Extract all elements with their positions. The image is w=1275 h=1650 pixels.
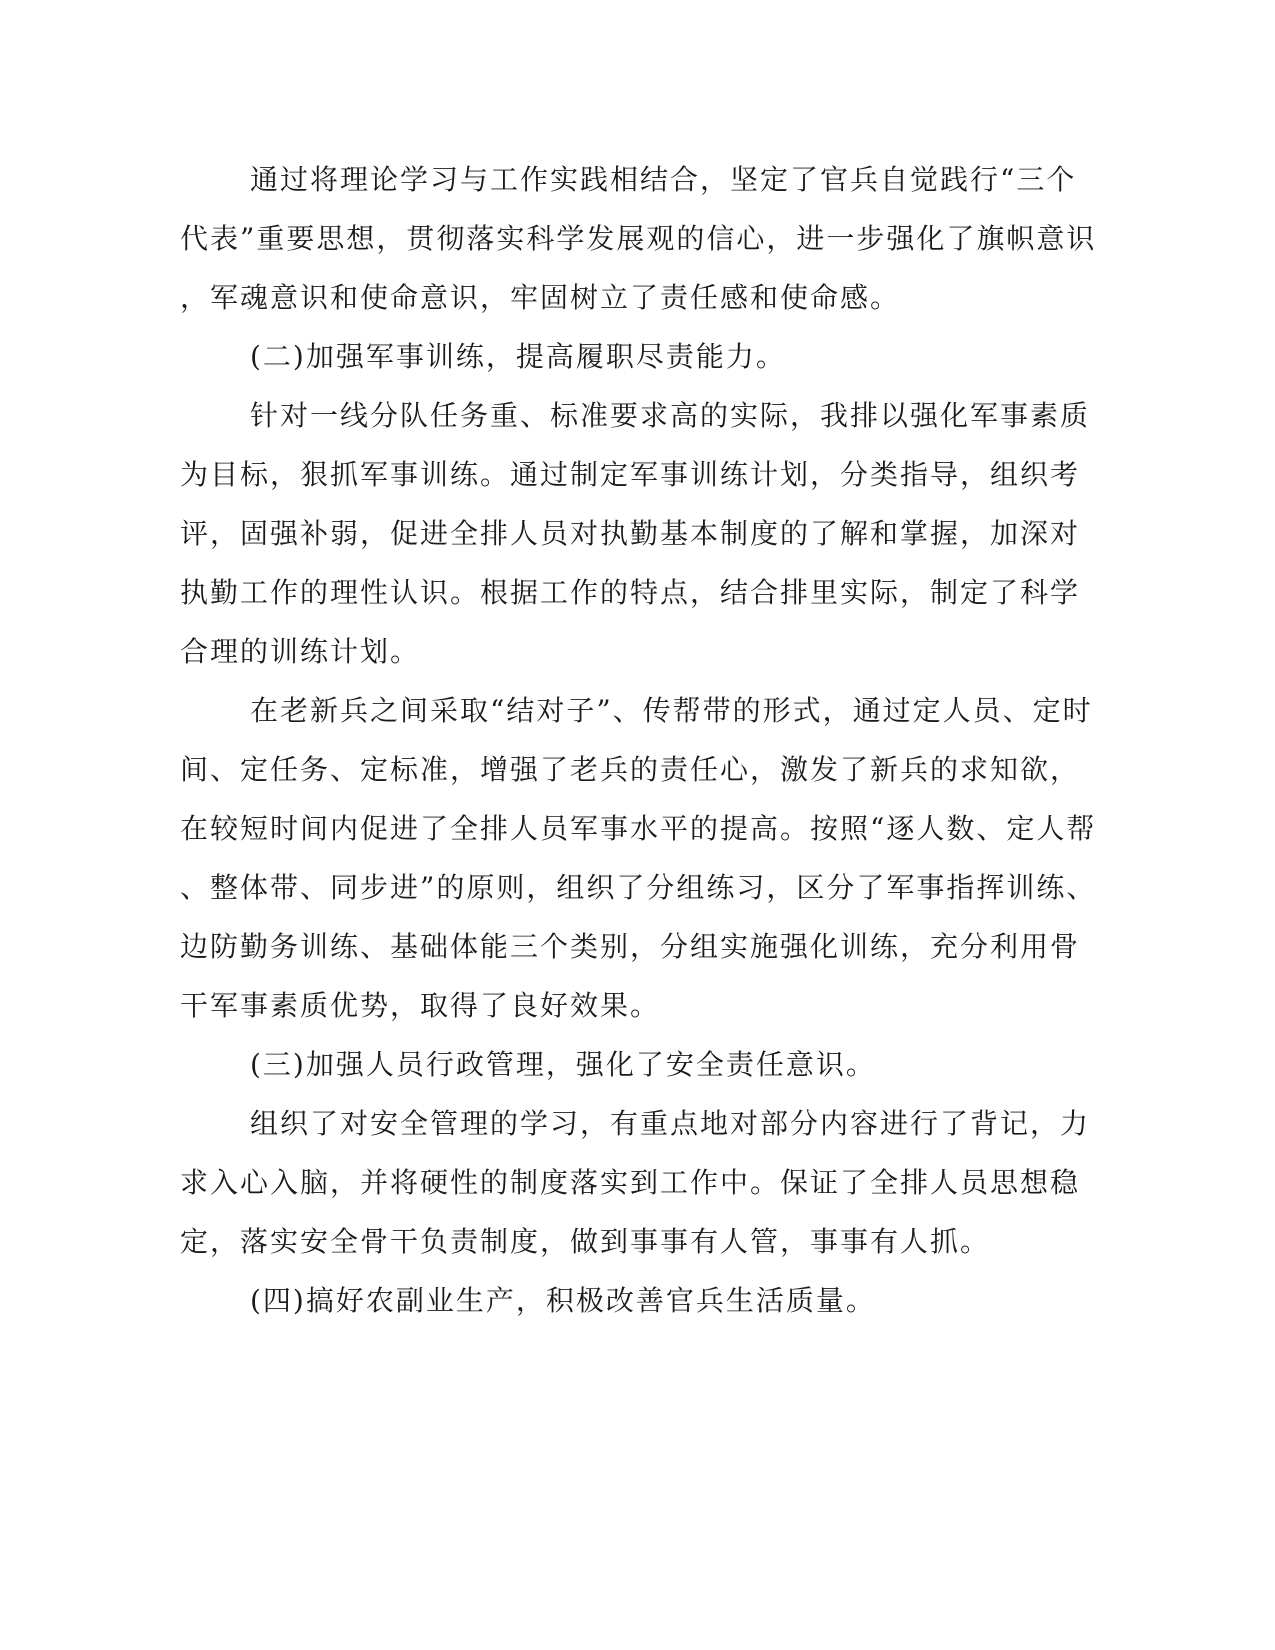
paragraph-line: 组织了对安全管理的学习，有重点地对部分内容进行了背记，力 xyxy=(250,1107,1091,1140)
section-heading: (三)加强人员行政管理，强化了安全责任意识。 xyxy=(250,1048,876,1081)
paragraph-line: 针对一线分队任务重、标准要求高的实际，我排以强化军事素质 xyxy=(250,399,1091,432)
paragraph-line: 通过将理论学习与工作实践相结合，坚定了官兵自觉践行“三个 xyxy=(250,163,1077,196)
paragraph-line: 求入心入脑，并将硬性的制度落实到工作中。保证了全排人员思想稳 xyxy=(180,1166,1081,1199)
paragraph-line: ，军魂意识和使命意识，牢固树立了责任感和使命感。 xyxy=(180,281,901,314)
paragraph-line: 间、定任务、定标准，增强了老兵的责任心，激发了新兵的求知欲， xyxy=(180,753,1081,786)
paragraph-line: 定，落实安全骨干负责制度，做到事事有人管，事事有人抓。 xyxy=(180,1225,991,1258)
paragraph-line: 合理的训练计划。 xyxy=(180,635,421,668)
paragraph-line: 、整体带、同步进”的原则，组织了分组练习，区分了军事指挥训练、 xyxy=(180,871,1097,904)
paragraph-line: 干军事素质优势，取得了良好效果。 xyxy=(180,989,661,1022)
paragraph-line: 执勤工作的理性认识。根据工作的特点，结合排里实际，制定了科学 xyxy=(180,576,1081,609)
paragraph-line: 边防勤务训练、基础体能三个类别，分组实施强化训练，充分利用骨 xyxy=(180,930,1081,963)
paragraph-line: 在较短时间内促进了全排人员军事水平的提高。按照“逐人数、定人帮 xyxy=(180,812,1097,845)
paragraph-line: 为目标，狠抓军事训练。通过制定军事训练计划，分类指导，组织考 xyxy=(180,458,1081,491)
paragraph-line: 评，固强补弱，促进全排人员对执勤基本制度的了解和掌握，加深对 xyxy=(180,517,1081,550)
paragraph-line: 代表”重要思想，贯彻落实科学发展观的信心，进一步强化了旗帜意识 xyxy=(180,222,1097,255)
section-heading: (四)搞好农副业生产，积极改善官兵生活质量。 xyxy=(250,1284,876,1317)
section-heading: (二)加强军事训练，提高履职尽责能力。 xyxy=(250,340,786,373)
paragraph-line: 在老新兵之间采取“结对子”、传帮带的形式，通过定人员、定时 xyxy=(250,694,1093,727)
